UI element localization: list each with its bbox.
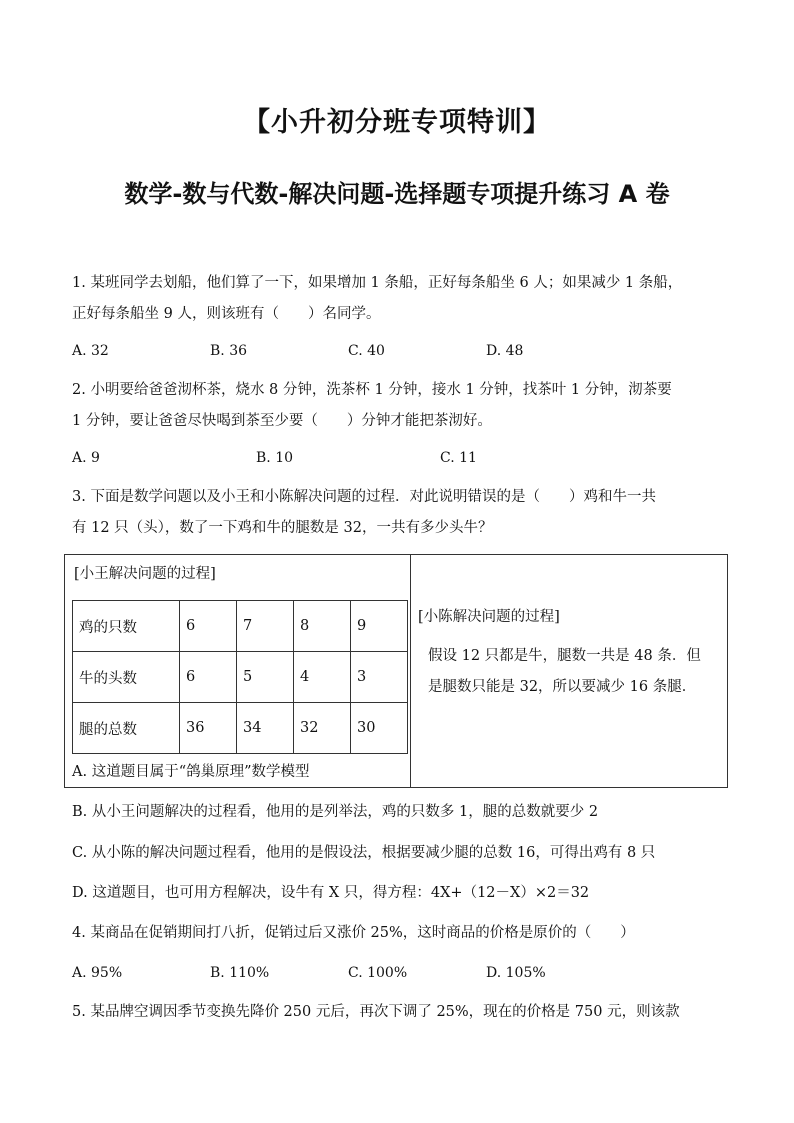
table-row xyxy=(73,601,408,652)
q1-option-a: A. 32 xyxy=(72,343,109,359)
chen-label: [小陈解决问题的过程] xyxy=(418,609,560,625)
table-row xyxy=(73,703,408,754)
question-2-line-1: 2. 小明要给爸爸沏杯茶，烧水 8 分钟，洗茶杯 1 分钟，接水 1 分钟，找茶叶 1 分钟，沏茶要 xyxy=(72,382,672,398)
table-cell: 32 xyxy=(294,703,351,754)
question-4-line-1: 4. 某商品在促销期间打八折，促销过后又涨价 25%，这时商品的价格是原价的（ ） xyxy=(72,925,635,941)
q3-option-a: A. 这道题目属于“鸽巢原理”数学模型 xyxy=(72,764,310,780)
q2-option-b: B. 10 xyxy=(256,450,294,466)
q1-option-b: B. 36 xyxy=(210,343,248,359)
q4-option-c: C. 100% xyxy=(348,965,408,981)
table-cell: 36 xyxy=(180,703,237,754)
table-cell: 7 xyxy=(237,601,294,652)
question-3-line-2: 有 12 只（头），数了一下鸡和牛的腿数是 32，一共有多少头牛？ xyxy=(72,520,493,536)
table-cell: 30 xyxy=(351,703,408,754)
q3-option-d: D. 这道题目，也可用方程解决，设牛有 X 只，得方程：4X+（12－X）×2＝32 xyxy=(72,885,590,901)
table-cell: 鸡的只数 xyxy=(73,601,180,652)
question-1-line-2: 正好每条船坐 9 人，则该班有（ ）名同学。 xyxy=(72,306,381,322)
table-cell: 腿的总数 xyxy=(73,703,180,754)
question-1-line-1: 1. 某班同学去划船，他们算了一下，如果增加 1 条船，正好每条船坐 6 人；如果减少 1 条船， xyxy=(72,275,683,291)
q1-option-d: D. 48 xyxy=(486,343,524,359)
question-1 xyxy=(72,268,732,330)
wang-label: [小王解决问题的过程] xyxy=(74,566,216,582)
q2-option-a: A. 9 xyxy=(72,450,100,466)
solution-divider xyxy=(410,554,411,788)
q4-option-d: D. 105% xyxy=(486,965,546,981)
q4-option-b: B. 110% xyxy=(210,965,270,981)
question-2 xyxy=(72,375,732,437)
table-cell: 5 xyxy=(237,652,294,703)
table-cell: 牛的头数 xyxy=(73,652,180,703)
question-5-line-1: 5. 某品牌空调因季节变换先降价 250 元后，再次下调了 25%，现在的价格是 750 元，则该款 xyxy=(72,1004,680,1020)
q2-option-c: C. 11 xyxy=(440,450,477,466)
table-cell: 4 xyxy=(294,652,351,703)
table-cell: 34 xyxy=(237,703,294,754)
question-2-line-2: 1 分钟，要让爸爸尽快喝到茶至少要（ ）分钟才能把茶沏好。 xyxy=(72,413,492,429)
question-3-line-1: 3. 下面是数学问题以及小王和小陈解决问题的过程．对此说明错误的是（ ）鸡和牛一共 xyxy=(72,489,656,505)
q1-option-c: C. 40 xyxy=(348,343,385,359)
page-title: 【小升初分班专项特训】 xyxy=(243,107,551,138)
wang-table xyxy=(72,600,408,754)
question-5 xyxy=(72,997,732,1028)
table-cell: 9 xyxy=(351,601,408,652)
chen-line-1: 假设 12 只都是牛，腿数一共是 48 条．但 xyxy=(428,648,701,664)
table-cell: 6 xyxy=(180,652,237,703)
chen-process xyxy=(428,641,720,703)
table-row xyxy=(73,652,408,703)
table-cell: 8 xyxy=(294,601,351,652)
q4-option-a: A. 95% xyxy=(72,965,123,981)
table-cell: 3 xyxy=(351,652,408,703)
chen-line-2: 是腿数只能是 32，所以要减少 16 条腿． xyxy=(428,679,697,695)
table-cell: 6 xyxy=(180,601,237,652)
q3-option-c: C. 从小陈的解决问题过程看，他用的是假设法，根据要减少腿的总数 16，可得出鸡有 8 只 xyxy=(72,845,656,861)
question-4 xyxy=(72,918,732,949)
question-3 xyxy=(72,482,732,544)
q3-option-b: B. 从小王问题解决的过程看，他用的是列举法，鸡的只数多 1，腿的总数就要少 2 xyxy=(72,804,599,820)
page-subtitle: 数学-数与代数-解决问题-选择题专项提升练习 A 卷 xyxy=(124,180,670,208)
